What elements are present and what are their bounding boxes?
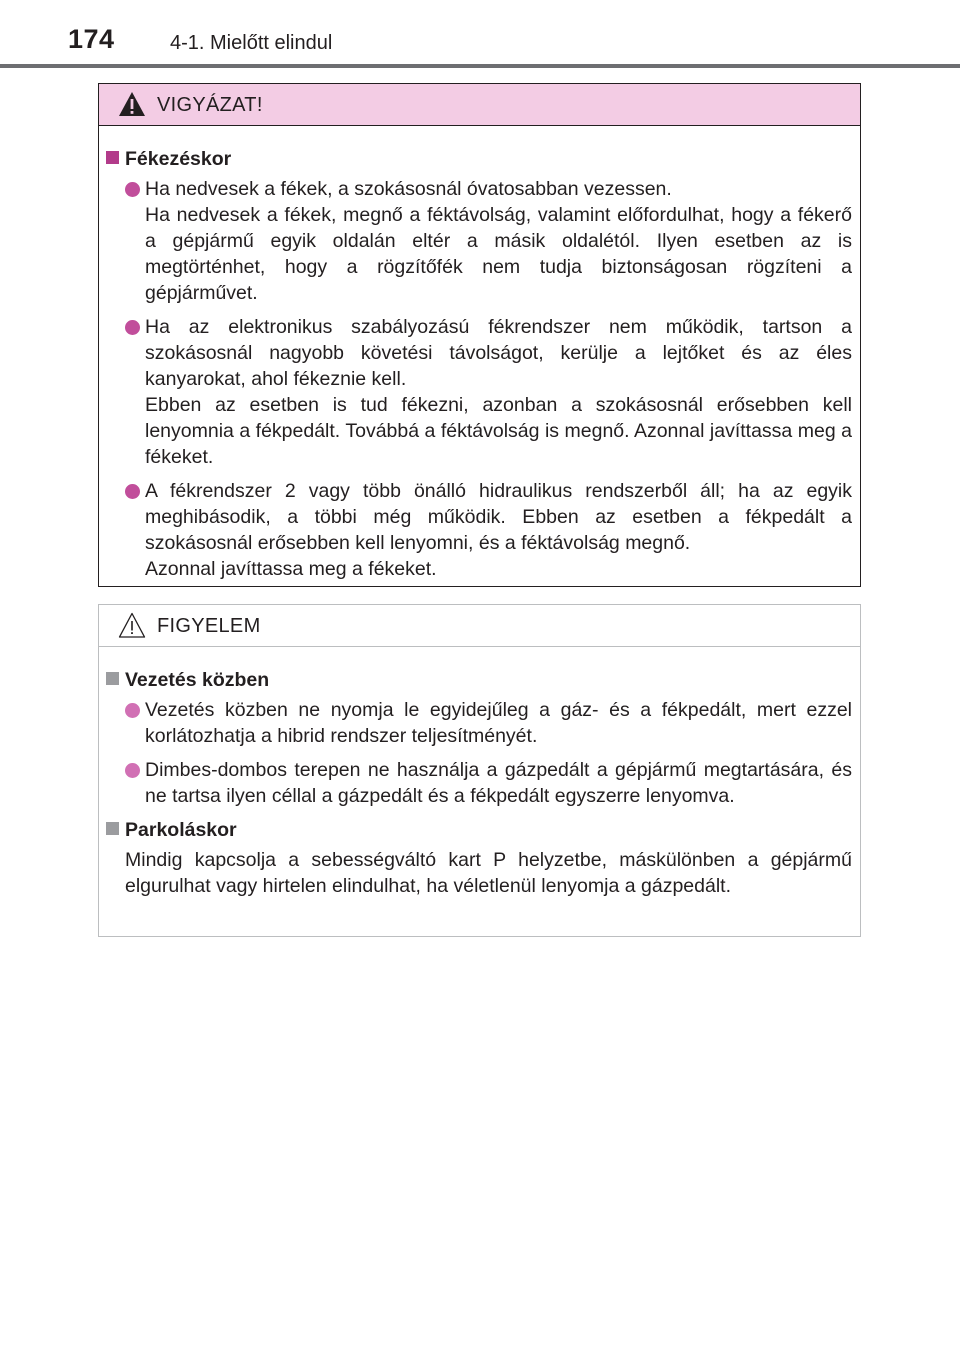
warning-item: [105, 314, 852, 470]
notice-section-heading-text: Parkoláskor: [125, 819, 237, 841]
page-number: 174: [68, 24, 115, 54]
round-bullet-icon: [125, 320, 140, 335]
square-bullet-icon: [106, 822, 119, 835]
warning-box-header: [99, 84, 860, 126]
warning-item-text: Azonnal javíttassa meg a fékeket.: [145, 558, 437, 580]
section-title: 4-1. Mielőtt elindul: [170, 32, 333, 54]
round-bullet-icon: [125, 763, 140, 778]
square-bullet-icon: [106, 151, 119, 164]
notice-paragraph: [105, 847, 852, 899]
warning-box: [98, 83, 861, 587]
notice-item-text: Dimbes-dombos terepen ne használja a gázpedált a gépjármű megtartására, és ne tartsa ilyen céllal a gázpedált és a fékpedált egyszerre lenyomva.: [145, 759, 852, 807]
warning-item-text: Ha nedvesek a fékek, megnő a féktávolság, valamint előfordulhat, hogy a fékerő a gépjármű egyik oldalán eltér a másik oldalétól. Ilyen esetben az is megtörténhet, hogy a rögzítőfék nem tudja biztonságosan rögzíteni a gépjárművet.: [145, 204, 852, 304]
warning-section-heading-text: Fékezéskor: [125, 148, 232, 170]
notice-section-heading: [105, 817, 852, 843]
warning-title: VIGYÁZAT!: [157, 94, 263, 116]
square-bullet-icon: [106, 672, 119, 685]
notice-box-header: [99, 605, 860, 647]
notice-item: [105, 697, 852, 749]
header-rule: [0, 64, 960, 68]
notice-item-text: Vezetés közben ne nyomja le egyidejűleg a gáz- és a fékpedált, mert ezzel korlátozhatja a hibrid rendszer teljesítményét.: [145, 699, 852, 747]
notice-box: [98, 604, 861, 937]
warning-item-text: Ha nedvesek a fékek, a szokásosnál óvatosabban vezessen.: [145, 178, 672, 200]
warning-triangle-icon: [117, 90, 147, 118]
warning-item-text: Ha az elektronikus szabályozású fékrendszer nem működik, tartson a szokásosnál nagyobb követési távolságot, kerülje a lejtőket és az éles kanyarokat, ahol fékeznie kell.: [145, 316, 852, 390]
caution-triangle-outline-icon: [117, 611, 147, 639]
round-bullet-icon: [125, 182, 140, 197]
warning-item-text: A fékrendszer 2 vagy több önálló hidraulikus rendszerből áll; ha az egyik meghibásodik, a többi még működik. Ebben az esetben a fékpedált a szokásosnál erősebben kell lenyomni, és a féktávolság megnő.: [145, 480, 852, 554]
notice-paragraph-text: Mindig kapcsolja a sebességváltó kart P helyzetbe, máskülönben a gépjármű elgurulhat vagy hirtelen elindulhat, ha véletlenül lenyomja a gázpedált.: [125, 849, 852, 897]
notice-title: FIGYELEM: [157, 615, 261, 637]
notice-section-heading: [105, 667, 852, 693]
page-header: [0, 0, 960, 70]
notice-item: [105, 757, 852, 809]
notice-section-heading-text: Vezetés közben: [125, 669, 270, 691]
notice-body: [99, 647, 860, 899]
warning-item-text: Ebben az esetben is tud fékezni, azonban a szokásosnál erősebben kell lenyomnia a fékpedált. Továbbá a féktávolság is megnő. Azonnal javíttassa meg a fékeket.: [145, 394, 852, 468]
round-bullet-icon: [125, 484, 140, 499]
warning-item: [105, 478, 852, 582]
warning-item: [105, 176, 852, 306]
warning-section-heading: [105, 146, 852, 172]
round-bullet-icon: [125, 703, 140, 718]
warning-body: [99, 126, 860, 582]
